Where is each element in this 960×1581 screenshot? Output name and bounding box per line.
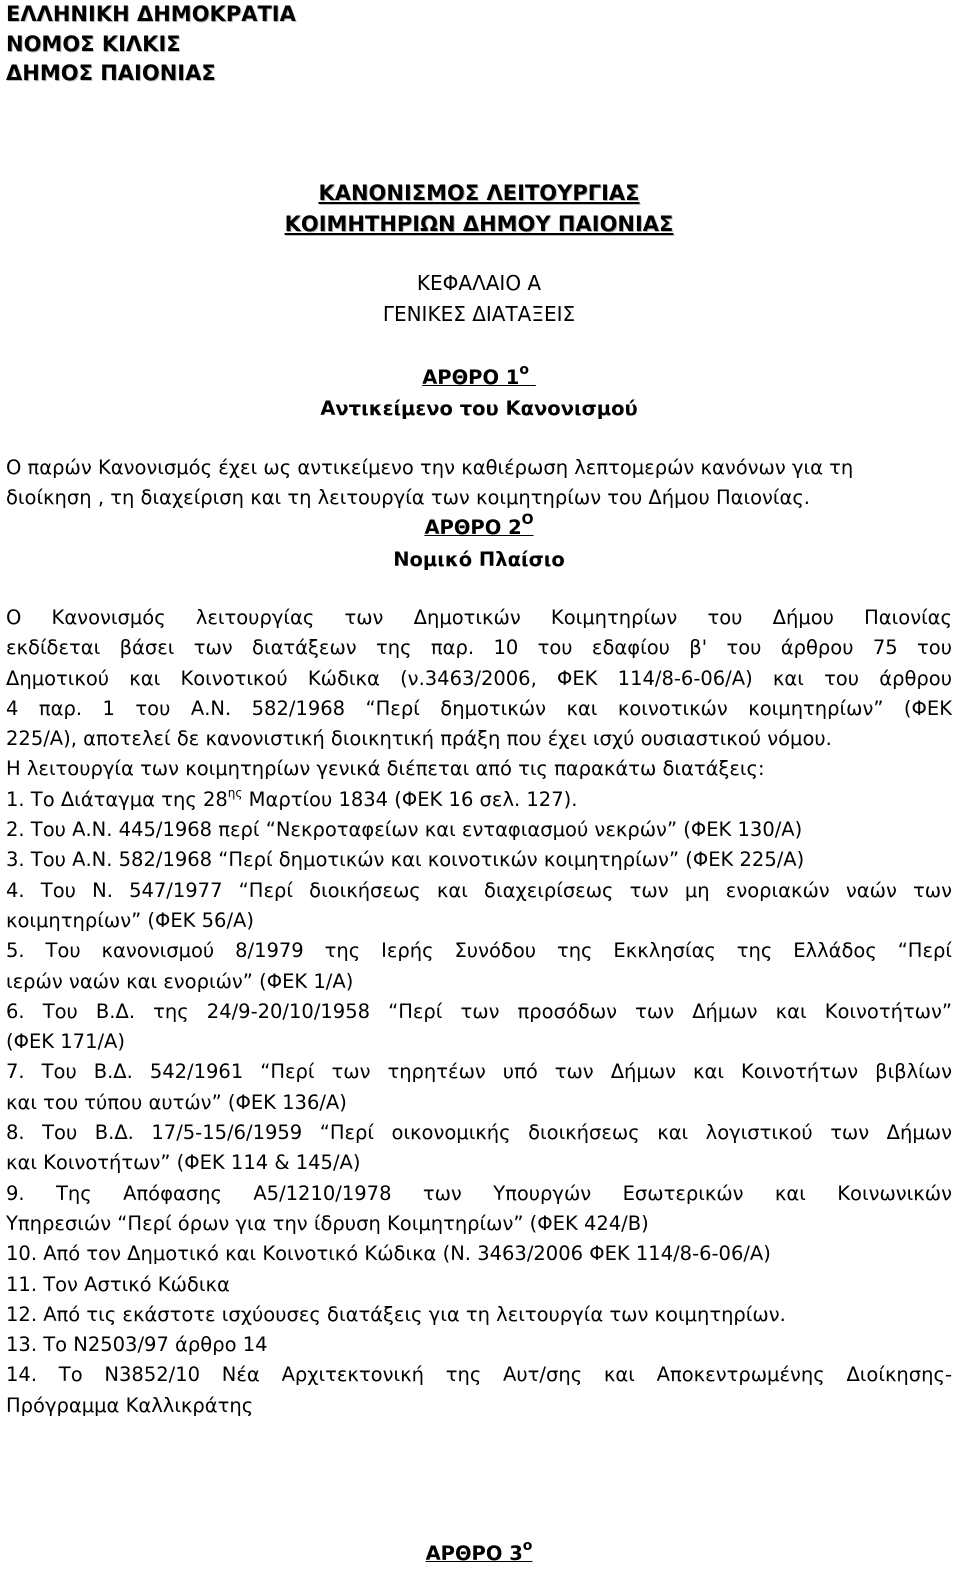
article-2-p1-line-1: Ο Κανονισμός λειτουργίας των Δημοτικών Κοιμητηρίων του Δήμου Παιονίας bbox=[6, 606, 952, 629]
list-item-9-line-1: 9. Της Απόφασης Α5/1210/1978 των Υπουργών Εσωτερικών και Κοινωνικών bbox=[6, 1181, 952, 1205]
list-item-5-line-2: ιερών ναών και ενοριών” (ΦΕΚ 1/Α) bbox=[6, 969, 354, 993]
list-item-7-line-2: και του τύπου αυτών” (ΦΕΚ 136/Α) bbox=[6, 1090, 347, 1114]
list-item-8-line-2: και Κοινοτήτων” (ΦΕΚ 114 & 145/Α) bbox=[6, 1151, 361, 1175]
article-2-p1-line-4: 4 παρ. 1 του Α.Ν. 582/1968 “Περί δημοτικών και κοινοτικών κοιμητηρίων” (ΦΕΚ bbox=[6, 696, 952, 720]
list-item-5-line-1: 5. Του κανονισμού 8/1979 της Ιερής Συνόδου της Εκκλησίας της Ελλάδος “Περί bbox=[6, 939, 952, 963]
article-3-label-text: ΑΡΘΡΟ 3 bbox=[425, 1542, 523, 1565]
header-line-republic: ΕΛΛΗΝΙΚΗ ΔΗΜΟΚΡΑΤΙΑ bbox=[6, 2, 296, 26]
article-1-label-sup: ο bbox=[519, 362, 529, 378]
article-2-p1-line-2: εκδίδεται βάσει των διατάξεων της παρ. 10 του εδαφίου β' του άρθρου 75 του bbox=[6, 636, 952, 660]
list-item-6-line-2: (ΦΕΚ 171/Α) bbox=[6, 1030, 125, 1054]
article-1-paragraph bbox=[6, 453, 952, 514]
list-item-9-line-2: Υπηρεσιών “Περί όρων για την ίδρυση Κοιμητηρίων” (ΦΕΚ 424/Β) bbox=[6, 1211, 649, 1235]
document-title bbox=[6, 178, 952, 240]
list-item-1-b: Μαρτίου 1834 (ΦΕΚ 16 σελ. 127). bbox=[242, 787, 578, 811]
article-1-label bbox=[6, 362, 952, 393]
article-2-p1-line-3: Δημοτικού και Κοινοτικού Κώδικα (ν.3463/2006, ΦΕΚ 114/8-6-06/Α) και του άρθρου bbox=[6, 666, 952, 690]
article-2-intro: Η λειτουργία των κοιμητηρίων γενικά διέπεται από τις παρακάτω διατάξεις: bbox=[6, 757, 765, 781]
list-item-3: 3. Του Α.Ν. 582/1968 “Περί δημοτικών και κοινοτικών κοιμητηρίων” (ΦΕΚ 225/Α) bbox=[6, 848, 805, 872]
chapter-heading bbox=[6, 268, 952, 330]
list-item-13: 13. Το Ν2503/97 άρθρο 14 bbox=[6, 1333, 268, 1357]
list-item-7-line-1: 7. Του Β.Δ. 542/1961 “Περί των τηρητέων υπό των Δήμων και Κοινοτήτων βιβλίων bbox=[6, 1060, 952, 1084]
article-2-label bbox=[6, 512, 952, 544]
chapter-name: ΓΕΝΙΚΕΣ ΔΙΑΤΑΞΕΙΣ bbox=[382, 302, 576, 326]
article-3-heading bbox=[6, 1538, 952, 1570]
article-2-content bbox=[6, 603, 952, 1421]
list-item-1-a: 1. Το Διάταγμα της 28 bbox=[6, 787, 228, 811]
article-1-line-1: Ο παρών Κανονισμός έχει ως αντικείμενο την καθιέρωση λεπτομερών κανόνων για τη bbox=[6, 456, 854, 479]
article-3-label-sup: ο bbox=[522, 1538, 533, 1554]
title-line-1: ΚΑΝΟΝΙΣΜΟΣ ΛΕΙΤΟΥΡΓΙΑΣ bbox=[318, 181, 640, 205]
list-item-8-line-1: 8. Του Β.Δ. 17/5-15/6/1959 “Περί οικονομικής διοικήσεως και λογιστικού των Δήμων bbox=[6, 1121, 952, 1145]
article-1-label-text: ΑΡΘΡΟ 1 bbox=[422, 366, 520, 389]
article-2-heading bbox=[6, 512, 952, 576]
article-1-title: Αντικείμενο του Κανονισμού bbox=[320, 397, 638, 420]
article-2-p1-line-5: 225/Α), αποτελεί δε κανονιστική διοικητική πράξη που έχει ισχύ ουσιαστικού νόμου. bbox=[6, 727, 832, 751]
header-line-municipality: ΔΗΜΟΣ ΠΑΙΟΝΙΑΣ bbox=[6, 61, 216, 85]
article-1-heading bbox=[6, 362, 952, 424]
list-item-1-sup: ης bbox=[227, 785, 243, 800]
article-2-label-sup: Ο bbox=[521, 512, 534, 528]
list-item-1 bbox=[6, 785, 952, 815]
header-line-prefecture: ΝΟΜΟΣ ΚΙΛΚΙΣ bbox=[6, 31, 181, 56]
list-item-10: 10. Από τον Δημοτικό και Κοινοτικό Κώδικα (Ν. 3463/2006 ΦΕΚ 114/8-6-06/Α) bbox=[6, 1242, 771, 1266]
document-header bbox=[6, 0, 296, 89]
list-item-2: 2. Του Α.Ν. 445/1968 περί “Νεκροταφείων και ενταφιασμού νεκρών” (ΦΕΚ 130/Α) bbox=[6, 818, 803, 842]
article-2-title: Νομικό Πλαίσιο bbox=[393, 548, 565, 571]
article-1-line-2: διοίκηση , τη διαχείριση και τη λειτουργία των κοιμητηρίων του Δήμου Παιονίας. bbox=[6, 486, 810, 510]
article-2-label-text: ΑΡΘΡΟ 2 bbox=[424, 516, 522, 539]
list-item-11: 11. Τον Αστικό Κώδικα bbox=[6, 1272, 230, 1296]
list-item-4-line-1: 4. Του Ν. 547/1977 “Περί διοικήσεως και διαχειρίσεως των μη ενοριακών ναών των bbox=[6, 878, 952, 902]
list-item-6-line-1: 6. Του Β.Δ. της 24/9-20/10/1958 “Περί των προσόδων των Δήμων και Κοινοτήτων” bbox=[6, 999, 952, 1023]
list-item-14-line-2: Πρόγραμμα Καλλικράτης bbox=[6, 1393, 254, 1417]
list-item-12: 12. Από τις εκάστοτε ισχύουσες διατάξεις για τη λειτουργία των κοιμητηρίων. bbox=[6, 1302, 786, 1326]
list-item-14-line-1: 14. Το Ν3852/10 Νέα Αρχιτεκτονική της Αυτ/σης και Αποκεντρωμένης Διοίκησης- bbox=[6, 1363, 952, 1387]
list-item-4-line-2: κοιμητηρίων” (ΦΕΚ 56/Α) bbox=[6, 908, 254, 932]
title-line-2: ΚΟΙΜΗΤΗΡΙΩΝ ΔΗΜΟΥ ΠΑΙΟΝΙΑΣ bbox=[284, 212, 674, 236]
chapter-label: ΚΕΦΑΛΑΙΟ Α bbox=[416, 271, 542, 295]
